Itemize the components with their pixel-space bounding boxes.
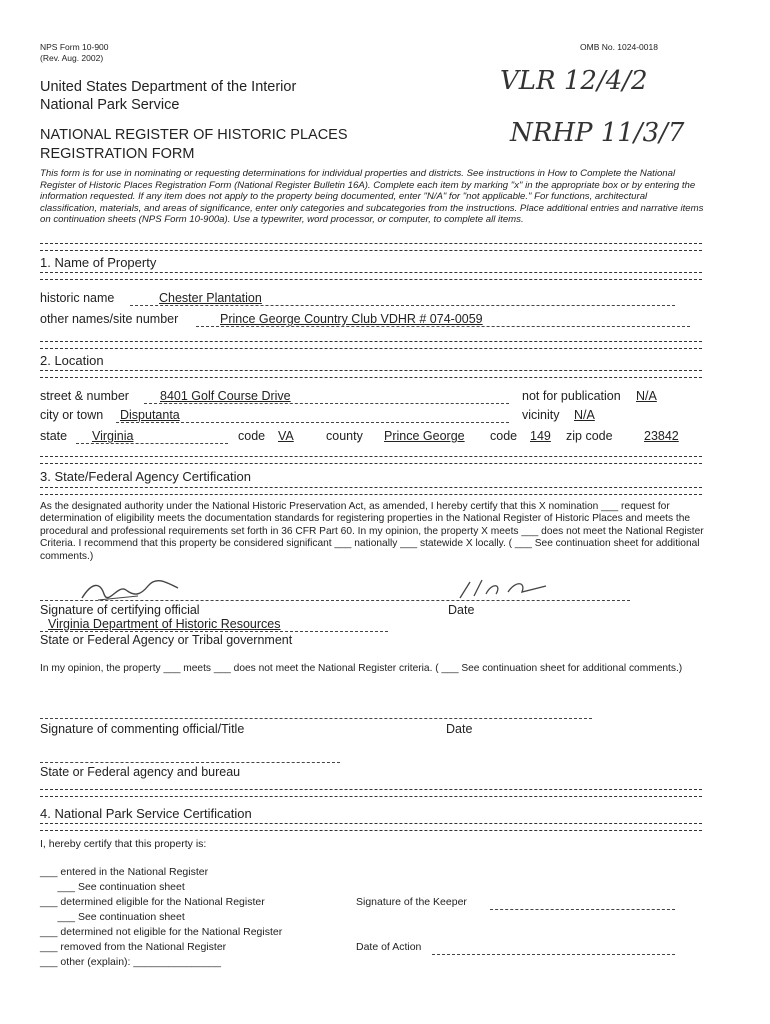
section-divider <box>40 243 702 251</box>
zip-value[interactable]: 23842 <box>644 429 679 443</box>
county-code-label: code <box>490 429 518 443</box>
section-2-heading: 2. Location <box>40 353 104 368</box>
section-3-heading: 3. State/Federal Agency Certification <box>40 469 252 484</box>
state-line <box>76 443 228 444</box>
form-id: NPS Form 10-900 <box>40 42 109 52</box>
vicinity-label: vicinity <box>522 408 560 422</box>
street-value[interactable]: 8401 Golf Course Drive <box>160 389 291 403</box>
date-of-action-line[interactable] <box>432 954 675 955</box>
zip-label: zip code <box>566 429 613 443</box>
street-label: street & number <box>40 389 129 403</box>
state-label: state <box>40 429 68 443</box>
nps-option-continuation[interactable]: ___ See continuation sheet <box>40 911 185 923</box>
section-divider <box>40 272 702 280</box>
city-value[interactable]: Disputanta <box>120 408 180 422</box>
section-4-heading: 4. National Park Service Certification <box>40 806 252 821</box>
nps-option-other[interactable]: ___ other (explain): _______________ <box>40 956 221 968</box>
signature-certifying-label: Signature of certifying official <box>40 603 200 617</box>
section-divider <box>40 789 702 797</box>
certification-date-scribble <box>456 576 556 602</box>
street-line <box>144 403 509 404</box>
state-code-label: code <box>238 429 266 443</box>
signature-line <box>40 600 630 601</box>
other-names-value[interactable]: Prince George Country Club VDHR # 074-0059 <box>220 312 483 326</box>
form-subtitle: REGISTRATION FORM <box>40 146 195 162</box>
form-revision: (Rev. Aug. 2002) <box>40 53 104 63</box>
form-instructions: This form is for use in nominating or requesting determinations for individual properties and districts. See instructions in How to Complete the National Register of Historic Places Registration Form (National Register Bulletin 16A). Complete each item by marking "x" in the appropriate box or by entering the information requested. If any item does not apply to the property being documented, enter "N/A" for "not applicable." For functions, architectural classification, materials, and areas of significance, enter only categories and subcategories from the instructions. Place additional entries and narrative items on continuation sheets (NPS Form 10-900a). Use a typewriter, word processor, or computer, to complete all items. <box>40 168 704 226</box>
other-names-line <box>196 326 690 327</box>
nps-option-continuation[interactable]: ___ See continuation sheet <box>40 881 185 893</box>
form-title: NATIONAL REGISTER OF HISTORIC PLACES <box>40 127 348 143</box>
historic-name-value[interactable]: Chester Plantation <box>159 291 262 305</box>
commenting-date-label: Date <box>446 722 473 736</box>
state-value[interactable]: Virginia <box>92 429 134 443</box>
department-name: United States Department of the Interior <box>40 79 297 95</box>
county-code-value[interactable]: 149 <box>530 429 551 443</box>
county-value[interactable]: Prince George <box>384 429 465 443</box>
nps-option-not-eligible[interactable]: ___ determined not eligible for the National Register <box>40 926 283 938</box>
commenting-opinion: In my opinion, the property ___ meets ___ does not meet the National Register criteria. ( ___ See continuation sheet for additional comments.) <box>40 663 683 674</box>
nps-option-entered[interactable]: ___ entered in the National Register <box>40 866 209 878</box>
section-divider <box>40 370 702 378</box>
historic-name-line <box>130 305 675 306</box>
handwritten-vlr-date: VLR 12/4/2 <box>500 66 648 96</box>
historic-name-label: historic name <box>40 291 115 305</box>
certification-date-label: Date <box>448 603 475 617</box>
nps-option-eligible[interactable]: ___ determined eligible for the National Register <box>40 896 265 908</box>
state-code-value[interactable]: VA <box>278 429 294 443</box>
not-for-publication-label: not for publication <box>522 389 621 403</box>
bureau-label: State or Federal agency and bureau <box>40 765 241 779</box>
keeper-signature-label: Signature of the Keeper <box>356 896 467 908</box>
other-names-label: other names/site number <box>40 312 179 326</box>
agency-line <box>40 631 388 632</box>
date-of-action-label: Date of Action <box>356 941 422 953</box>
service-name: National Park Service <box>40 97 180 113</box>
section-divider <box>40 341 702 349</box>
commenting-signature-label: Signature of commenting official/Title <box>40 722 245 736</box>
vicinity-value[interactable]: N/A <box>574 408 595 422</box>
agency-label: State or Federal Agency or Tribal government <box>40 633 293 647</box>
section-divider <box>40 456 702 464</box>
bureau-line <box>40 762 340 763</box>
nps-cert-intro: I, hereby certify that this property is: <box>40 838 207 850</box>
section-divider <box>40 823 702 831</box>
city-line <box>116 422 509 423</box>
not-for-publication-value[interactable]: N/A <box>636 389 657 403</box>
handwritten-nrhp-date: NRHP 11/3/7 <box>510 118 685 148</box>
section-1-heading: 1. Name of Property <box>40 255 157 270</box>
section-divider <box>40 487 702 495</box>
omb-number: OMB No. 1024-0018 <box>580 42 658 52</box>
agency-value[interactable]: Virginia Department of Historic Resources <box>48 617 281 631</box>
keeper-signature-line[interactable] <box>490 909 675 910</box>
certification-statement: As the designated authority under the National Historic Preservation Act, as amended, I hereby certify that this X nomination ___ request for determination of eligibility meets the documentation standards for registering properties in the National Register of Historic Places and meets the procedural and professional requirements set forth in 36 CFR Part 60. In my opinion, the property X meets ___ does not meet the National Register Criteria. I recommend that this property be considered significant ___ nationally ___ statewide X locally. ( ___ See continuation sheet for additional comments.) <box>40 501 704 562</box>
nps-option-removed[interactable]: ___ removed from the National Register <box>40 941 227 953</box>
commenting-signature-line <box>40 718 592 719</box>
county-label: county <box>326 429 363 443</box>
city-label: city or town <box>40 408 104 422</box>
